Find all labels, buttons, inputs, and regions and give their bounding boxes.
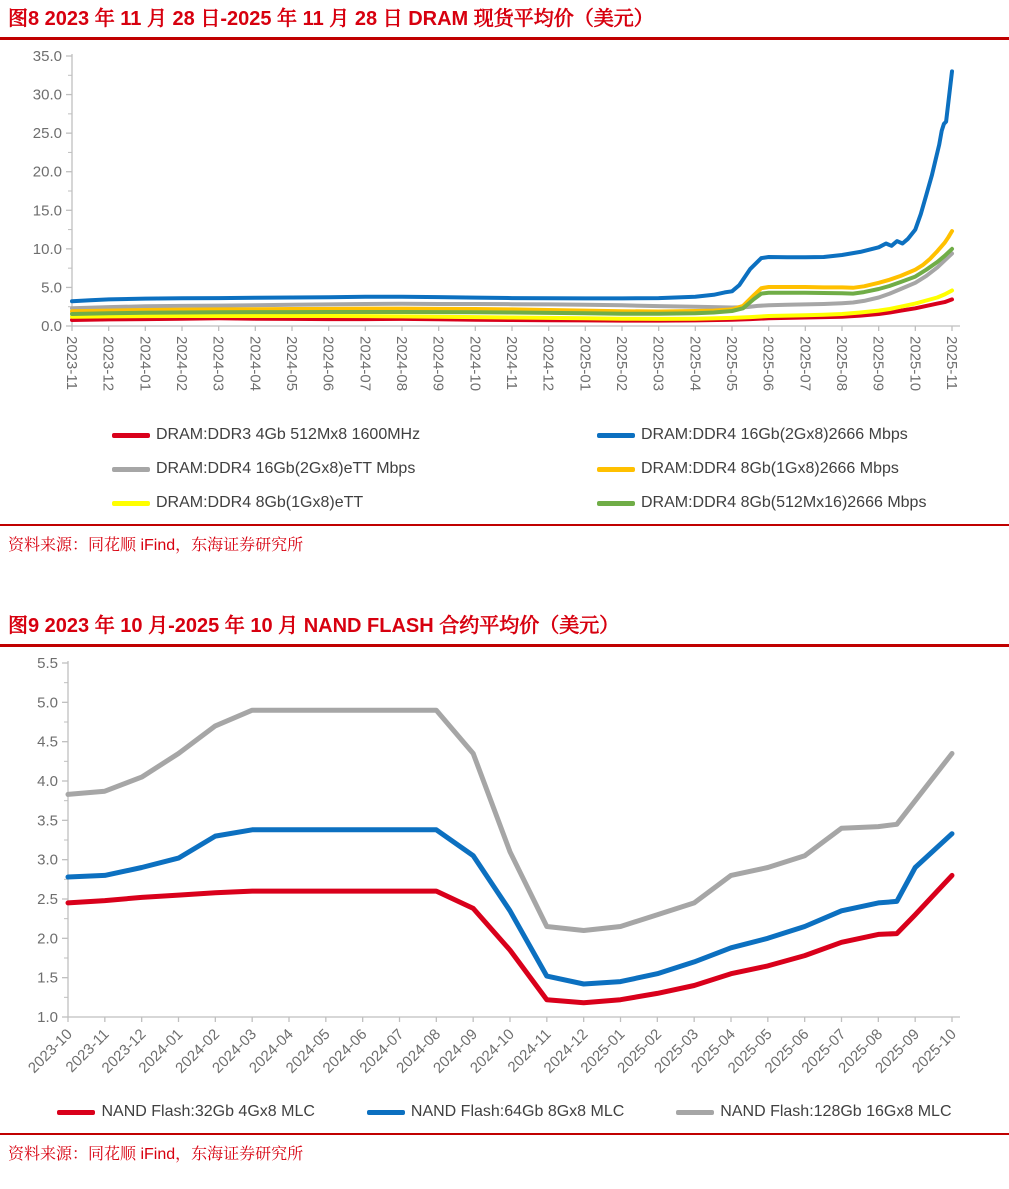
legend-item-ddr4-16gb-2666	[597, 426, 1009, 444]
figure8-title: 图8 2023 年 11 月 28 日-2025 年 11 月 28 日 DRAM 现货平均价（美元）	[8, 8, 654, 30]
svg-text:15.0: 15.0	[32, 202, 62, 220]
svg-text:2024-09: 2024-09	[430, 1025, 481, 1077]
figure9-section	[0, 607, 1009, 1166]
series-label: NAND Flash:128Gb 16Gx8 MLC	[720, 1103, 952, 1120]
svg-text:25.0: 25.0	[32, 125, 62, 143]
svg-text:2024-01: 2024-01	[136, 336, 154, 392]
svg-text:2023-12: 2023-12	[99, 336, 117, 392]
svg-text:2024-06: 2024-06	[319, 336, 337, 392]
svg-text:2024-07: 2024-07	[356, 336, 374, 392]
svg-text:2024-01: 2024-01	[135, 1025, 187, 1077]
svg-text:2024-04: 2024-04	[245, 1025, 297, 1077]
series-swatch-yellow	[112, 501, 150, 506]
svg-text:2023-12: 2023-12	[98, 1025, 150, 1077]
svg-text:35.0: 35.0	[32, 48, 62, 65]
svg-text:3.5: 3.5	[37, 812, 58, 830]
series-swatch-gray	[676, 1110, 714, 1115]
svg-text:2024-03: 2024-03	[209, 336, 227, 392]
svg-text:2025-04: 2025-04	[687, 1025, 739, 1077]
svg-text:10.0: 10.0	[32, 240, 62, 258]
legend-item-ddr4-8gb-512mx16	[597, 494, 1009, 512]
svg-text:2024-08: 2024-08	[393, 336, 410, 392]
svg-text:2025-01: 2025-01	[577, 1025, 629, 1077]
svg-text:2025-08: 2025-08	[835, 1025, 887, 1077]
svg-text:2025-11: 2025-11	[943, 336, 960, 390]
dram-spot-price-chart	[0, 40, 1009, 418]
figure9-title: 图9 2023 年 10 月-2025 年 10 月 NAND FLASH 合约平均价（美元）	[8, 615, 620, 637]
svg-text:2025-06: 2025-06	[761, 1025, 813, 1077]
legend-item-nand-128gb	[676, 1103, 951, 1121]
series-label: DRAM:DDR4 16Gb(2Gx8)2666 Mbps	[641, 426, 908, 443]
legend-item-ddr4-8gb-2666	[597, 460, 1009, 478]
svg-text:2025-03: 2025-03	[651, 1025, 702, 1077]
svg-text:2025-01: 2025-01	[576, 336, 594, 392]
svg-text:2.0: 2.0	[37, 930, 58, 948]
svg-text:2025-08: 2025-08	[833, 336, 850, 392]
svg-text:2024-02: 2024-02	[172, 1025, 224, 1077]
svg-text:5.0: 5.0	[37, 694, 58, 712]
svg-text:4.0: 4.0	[37, 773, 58, 790]
svg-text:2024-03: 2024-03	[209, 1025, 260, 1077]
series-label: NAND Flash:32Gb 4Gx8 MLC	[101, 1103, 315, 1120]
svg-text:1.0: 1.0	[37, 1009, 58, 1026]
svg-text:2025-05: 2025-05	[724, 1025, 776, 1077]
svg-text:20.0: 20.0	[32, 163, 62, 181]
svg-text:5.0: 5.0	[41, 279, 62, 297]
svg-text:2.5: 2.5	[37, 891, 58, 908]
series-label: DRAM:DDR3 4Gb 512Mx8 1600MHz	[156, 426, 421, 443]
svg-text:2024-06: 2024-06	[319, 1025, 371, 1077]
svg-text:2025-02: 2025-02	[614, 1025, 666, 1077]
svg-text:2025-07: 2025-07	[798, 1025, 850, 1077]
nand-contract-price-chart	[0, 647, 1009, 1095]
series-label: DRAM:DDR4 8Gb(1Gx8)eTT	[156, 494, 364, 511]
svg-text:5.5: 5.5	[37, 655, 58, 672]
svg-text:2024-12: 2024-12	[539, 336, 557, 392]
svg-text:3.0: 3.0	[37, 851, 58, 869]
svg-text:2024-05: 2024-05	[283, 336, 300, 392]
svg-text:2024-10: 2024-10	[466, 336, 484, 392]
svg-text:2024-07: 2024-07	[356, 1025, 408, 1077]
series-label: DRAM:DDR4 8Gb(1Gx8)2666 Mbps	[641, 460, 899, 477]
svg-text:2024-12: 2024-12	[540, 1025, 592, 1077]
figure8-source: 资料来源：同花顺 iFind，东海证券研究所	[8, 537, 304, 554]
svg-text:2024-08: 2024-08	[393, 1025, 445, 1077]
svg-text:2025-10: 2025-10	[906, 336, 924, 392]
svg-text:2023-10: 2023-10	[24, 1025, 76, 1077]
legend-item-ddr3-4gb	[112, 426, 597, 444]
svg-text:2024-11: 2024-11	[504, 1025, 555, 1076]
legend-item-nand-32gb	[57, 1103, 314, 1121]
svg-text:2023-11: 2023-11	[62, 1025, 113, 1076]
legend-item-nand-64gb	[367, 1103, 624, 1121]
figure9-source: 资料来源：同花顺 iFind，东海证券研究所	[8, 1146, 304, 1163]
svg-text:2025-03: 2025-03	[649, 336, 667, 392]
svg-text:2023-11: 2023-11	[63, 336, 80, 390]
series-swatch-orange	[597, 467, 635, 472]
series-swatch-red	[112, 433, 150, 438]
series-swatch-blue	[597, 433, 635, 438]
figure8-section	[0, 0, 1009, 557]
svg-text:4.5: 4.5	[37, 733, 58, 751]
series-swatch-red	[57, 1110, 95, 1115]
svg-text:2024-04: 2024-04	[246, 336, 264, 392]
figure8-source-block	[0, 524, 1009, 557]
svg-text:2025-06: 2025-06	[759, 336, 777, 392]
series-label: DRAM:DDR4 16Gb(2Gx8)eTT Mbps	[156, 460, 416, 477]
svg-text:0.0: 0.0	[41, 318, 62, 335]
svg-text:2024-10: 2024-10	[466, 1025, 518, 1077]
svg-text:2024-05: 2024-05	[282, 1025, 334, 1077]
series-swatch-green	[597, 501, 635, 506]
series-swatch-blue	[367, 1110, 405, 1115]
svg-text:2025-02: 2025-02	[613, 336, 630, 392]
svg-text:2024-09: 2024-09	[429, 336, 447, 392]
svg-text:2025-05: 2025-05	[723, 336, 740, 392]
svg-text:30.0: 30.0	[32, 86, 62, 104]
series-label: NAND Flash:64Gb 8Gx8 MLC	[410, 1103, 625, 1120]
figure9-source-block	[0, 1133, 1009, 1166]
legend-item-ddr4-8gb-ett	[112, 494, 597, 512]
svg-text:1.5: 1.5	[37, 969, 58, 987]
figure8-legend	[0, 420, 1009, 512]
svg-text:2025-04: 2025-04	[686, 336, 704, 392]
figure9-legend	[0, 1099, 1009, 1121]
svg-text:2025-09: 2025-09	[872, 1025, 923, 1077]
legend-item-ddr4-16gb-ett	[112, 460, 597, 478]
series-label: DRAM:DDR4 8Gb(512Mx16)2666 Mbps	[641, 494, 927, 511]
svg-text:2025-09: 2025-09	[869, 336, 887, 392]
series-swatch-gray	[112, 467, 150, 472]
svg-text:2024-11: 2024-11	[503, 336, 520, 390]
svg-text:2025-07: 2025-07	[796, 336, 814, 392]
svg-text:2025-10: 2025-10	[908, 1025, 960, 1077]
svg-text:2024-02: 2024-02	[173, 336, 190, 392]
